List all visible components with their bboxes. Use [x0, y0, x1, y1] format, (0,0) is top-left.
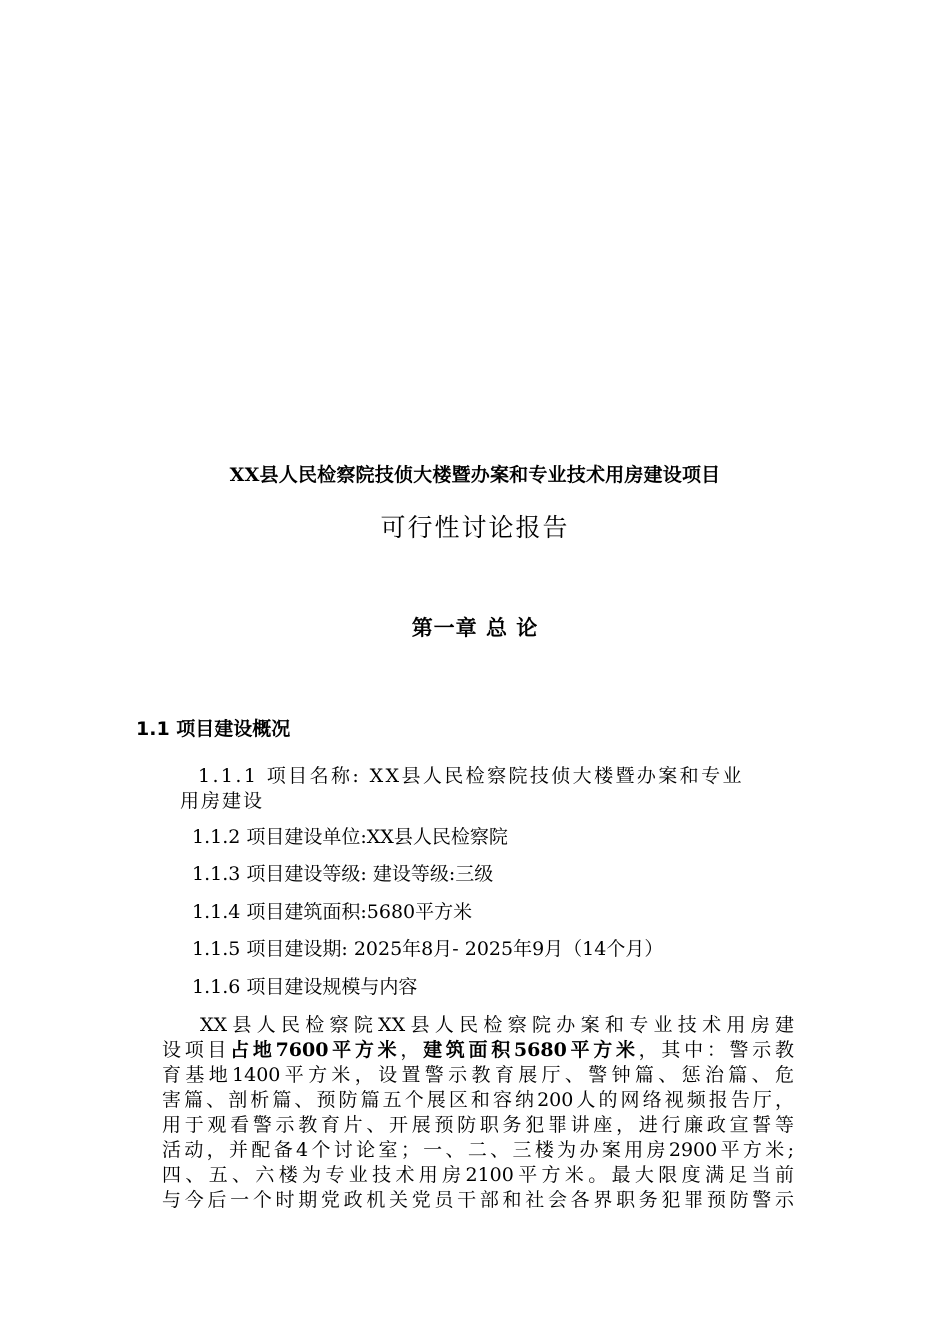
list-item-project-name-continued: 用房建设 — [180, 790, 265, 812]
section-heading: 1.1 项目建设概况 — [136, 718, 291, 740]
land-area-emphasis: 占地7600平方米 — [230, 1039, 401, 1061]
paragraph-text: ，其中：警示教 — [638, 1039, 794, 1061]
paragraph-text: 设项目 — [162, 1039, 231, 1061]
paragraph-line: XX县人民检察院XX县人民检察院办案和专业技术用房建 — [200, 1014, 794, 1036]
paragraph-line: 活动，并配备4个讨论室；一、二、三楼为办案用房2900平方米; — [162, 1139, 794, 1161]
paragraph-line: 育基地1400平方米，设置警示教育展厅、警钟篇、惩治篇、危 — [162, 1064, 794, 1086]
list-item-project-name: 1.1.1 项目名称: XX县人民检察院技侦大楼暨办案和专业 — [198, 765, 744, 787]
paragraph-line: 四、五、六楼为专业技术用房2100平方米。最大限度满足当前 — [162, 1164, 794, 1186]
paragraph-text: ， — [400, 1039, 424, 1061]
paragraph-line: 害篇、剖析篇、预防篇五个展区和容纳200人的网络视频报告厅， — [162, 1089, 794, 1111]
document-title: XX县人民检察院技侦大楼暨办案和专业技术用房建设项目 — [229, 464, 721, 486]
paragraph-line: 与今后一个时期党政机关党员干部和社会各界职务犯罪预防警示 — [162, 1189, 794, 1211]
paragraph-line — [162, 1038, 794, 1062]
list-item-construction-unit: 1.1.2 项目建设单位:XX县人民检察院 — [192, 826, 508, 848]
chapter-heading: 第一章 总 论 — [411, 616, 539, 640]
list-item-construction-period: 1.1.5 项目建设期: 2025年8月- 2025年9月（14个月） — [192, 938, 664, 960]
list-item-scale-content: 1.1.6 项目建设规模与内容 — [192, 976, 418, 998]
document-subtitle: 可行性讨论报告 — [380, 513, 570, 542]
list-item-building-area: 1.1.4 项目建筑面积:5680平方米 — [192, 901, 473, 923]
list-item-construction-grade: 1.1.3 项目建设等级: 建设等级:三级 — [192, 863, 494, 885]
building-area-emphasis: 建筑面积5680平方米 — [423, 1039, 639, 1061]
paragraph-line: 用于观看警示教育片、开展预防职务犯罪讲座，进行廉政宣誓等 — [162, 1114, 794, 1136]
